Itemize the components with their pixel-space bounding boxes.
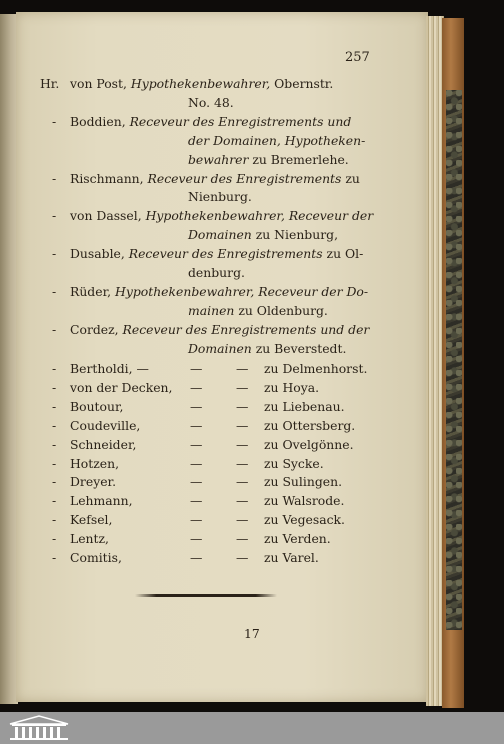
entry-text-part: Receveur des Enregistrements [124,246,323,262]
entry-line [70,76,333,91]
ditto-mark: — [236,379,249,395]
place-name: zu Ovelgönne. [264,436,354,452]
ditto-mark: — [236,455,249,471]
ditto-mark: — [236,493,249,509]
ditto-mark: — [236,398,249,414]
entry-prefix: - [52,321,57,337]
entry-prefix: - [52,246,57,262]
entry-continuation [188,95,234,110]
entry-line [70,322,369,337]
entry-name: Cordez, [70,321,119,337]
entry-continuation [188,265,245,280]
entry-continuation [188,152,349,167]
entry-continuation [188,189,252,204]
entry-name: von Post, [70,76,127,91]
entry-text-part: Receveur des Enregistrements und der [118,321,370,337]
entry-continuation [188,341,346,356]
entry-prefix: - [52,208,57,224]
ditto-mark: — [236,361,249,376]
entry-text-part: Obernstr. [270,76,334,91]
place-name: zu Varel. [264,550,319,565]
ditto-mark: — [190,550,203,565]
entry-cont-text-part: No. 48. [188,94,234,110]
ditto-mark: — [190,436,203,452]
ditto-mark: — [190,531,203,547]
row-prefix: - [52,436,57,452]
ditto-mark: — [236,474,249,490]
official-name: Comitis, [70,550,122,565]
entry-prefix: Hr. [40,76,60,91]
place-name: zu Sycke. [264,455,324,471]
entry-line [70,246,363,261]
entry-line [70,114,351,129]
row-prefix: - [52,512,57,528]
row-prefix: - [52,361,57,376]
entry-name: Dusable, [70,246,125,262]
ditto-mark: — [236,512,249,528]
row-prefix: - [52,417,57,433]
signature-mark: 17 [244,626,260,641]
entry-name: Rüder, [70,283,112,299]
place-name: zu Liebenau. [264,398,345,414]
place-name: zu Hoya. [264,379,320,395]
ditto-mark: — [236,417,249,433]
place-name: zu Vegesack. [264,512,345,528]
entry-prefix: - [52,283,57,299]
entry-cont-text-part: Domainen [188,340,252,356]
ditto-mark: — [190,493,203,509]
entry-prefix: - [52,170,57,186]
entry-text-part: Hypothekenbewahrer, Receveur der Do- [111,283,369,299]
entry-cont-text-part: bewahrer [188,151,249,167]
entry-text-part: Receveur des Enregistrements [143,170,342,186]
entry-text-part: Hypothekenbewahrer, Receveur der [141,208,374,224]
official-name: Coudeville, [70,417,141,433]
closing-rule [135,594,277,597]
row-prefix: - [52,550,57,565]
entry-cont-text-part: zu Bremerlehe. [248,151,349,167]
entry-cont-text-part: zu Oldenburg. [234,302,328,318]
place-name: zu Verden. [264,531,331,547]
entry-cont-text-part: denburg. [188,265,245,280]
entry-line [70,208,373,223]
entry-text-part: Receveur des Enregistrements und [125,113,352,129]
entry-text-part: zu [341,170,360,186]
entry-continuation [188,227,338,242]
entry-cont-text-part: Nienburg. [188,189,252,205]
official-name: Schneider, [70,436,137,452]
row-prefix: - [52,474,57,490]
official-name: Hotzen, [70,455,120,471]
place-name: zu Ottersberg. [264,417,356,433]
marbled-cover-pattern [446,90,462,630]
library-logo-icon [4,714,74,742]
official-name: Dreyer. [70,474,117,490]
ditto-mark: — [190,379,203,395]
entry-prefix: - [52,113,57,129]
ditto-mark: — [236,531,249,547]
entry-cont-text-part: zu Beverstedt. [251,340,347,356]
official-name: Boutour, [70,398,124,414]
entry-text-part: Hypothekenbewahrer, [126,76,271,91]
official-name: Bertholdi, — [70,361,149,376]
ditto-mark: — [190,361,203,376]
ditto-mark: — [190,512,203,528]
entry-continuation [188,133,365,148]
ditto-mark: — [236,550,249,565]
viewer-bottom-bar [0,712,504,744]
entry-cont-text-part: zu Nienburg, [251,227,339,243]
entry-cont-text-part: der Domainen, Hypotheken- [188,132,366,148]
official-name: Lentz, [70,531,109,547]
ditto-mark: — [190,417,203,433]
row-prefix: - [52,493,57,509]
entry-continuation [188,303,328,318]
entry-cont-text-part: mainen [188,302,235,318]
entry-cont-text-part: Domainen [188,227,252,243]
ditto-mark: — [190,474,203,490]
place-name: zu Delmenhorst. [264,361,368,376]
row-prefix: - [52,379,57,395]
entry-name: Boddien, [70,113,126,129]
official-name: von der Decken, [70,379,173,395]
entry-name: von Dassel, [70,208,142,224]
entry-name: Rischmann, [70,170,144,186]
entry-line [70,284,368,299]
ditto-mark: — [190,398,203,414]
official-name: Lehmann, [70,493,133,509]
entry-line [70,171,360,186]
place-name: zu Walsrode. [264,493,345,509]
row-prefix: - [52,398,57,414]
row-prefix: - [52,455,57,471]
entry-text-part: zu Ol- [322,246,364,262]
official-name: Kefsel, [70,512,113,528]
ditto-mark: — [190,455,203,471]
row-prefix: - [52,531,57,547]
page-number: 257 [345,50,370,65]
place-name: zu Sulingen. [264,474,343,490]
ditto-mark: — [236,436,249,452]
